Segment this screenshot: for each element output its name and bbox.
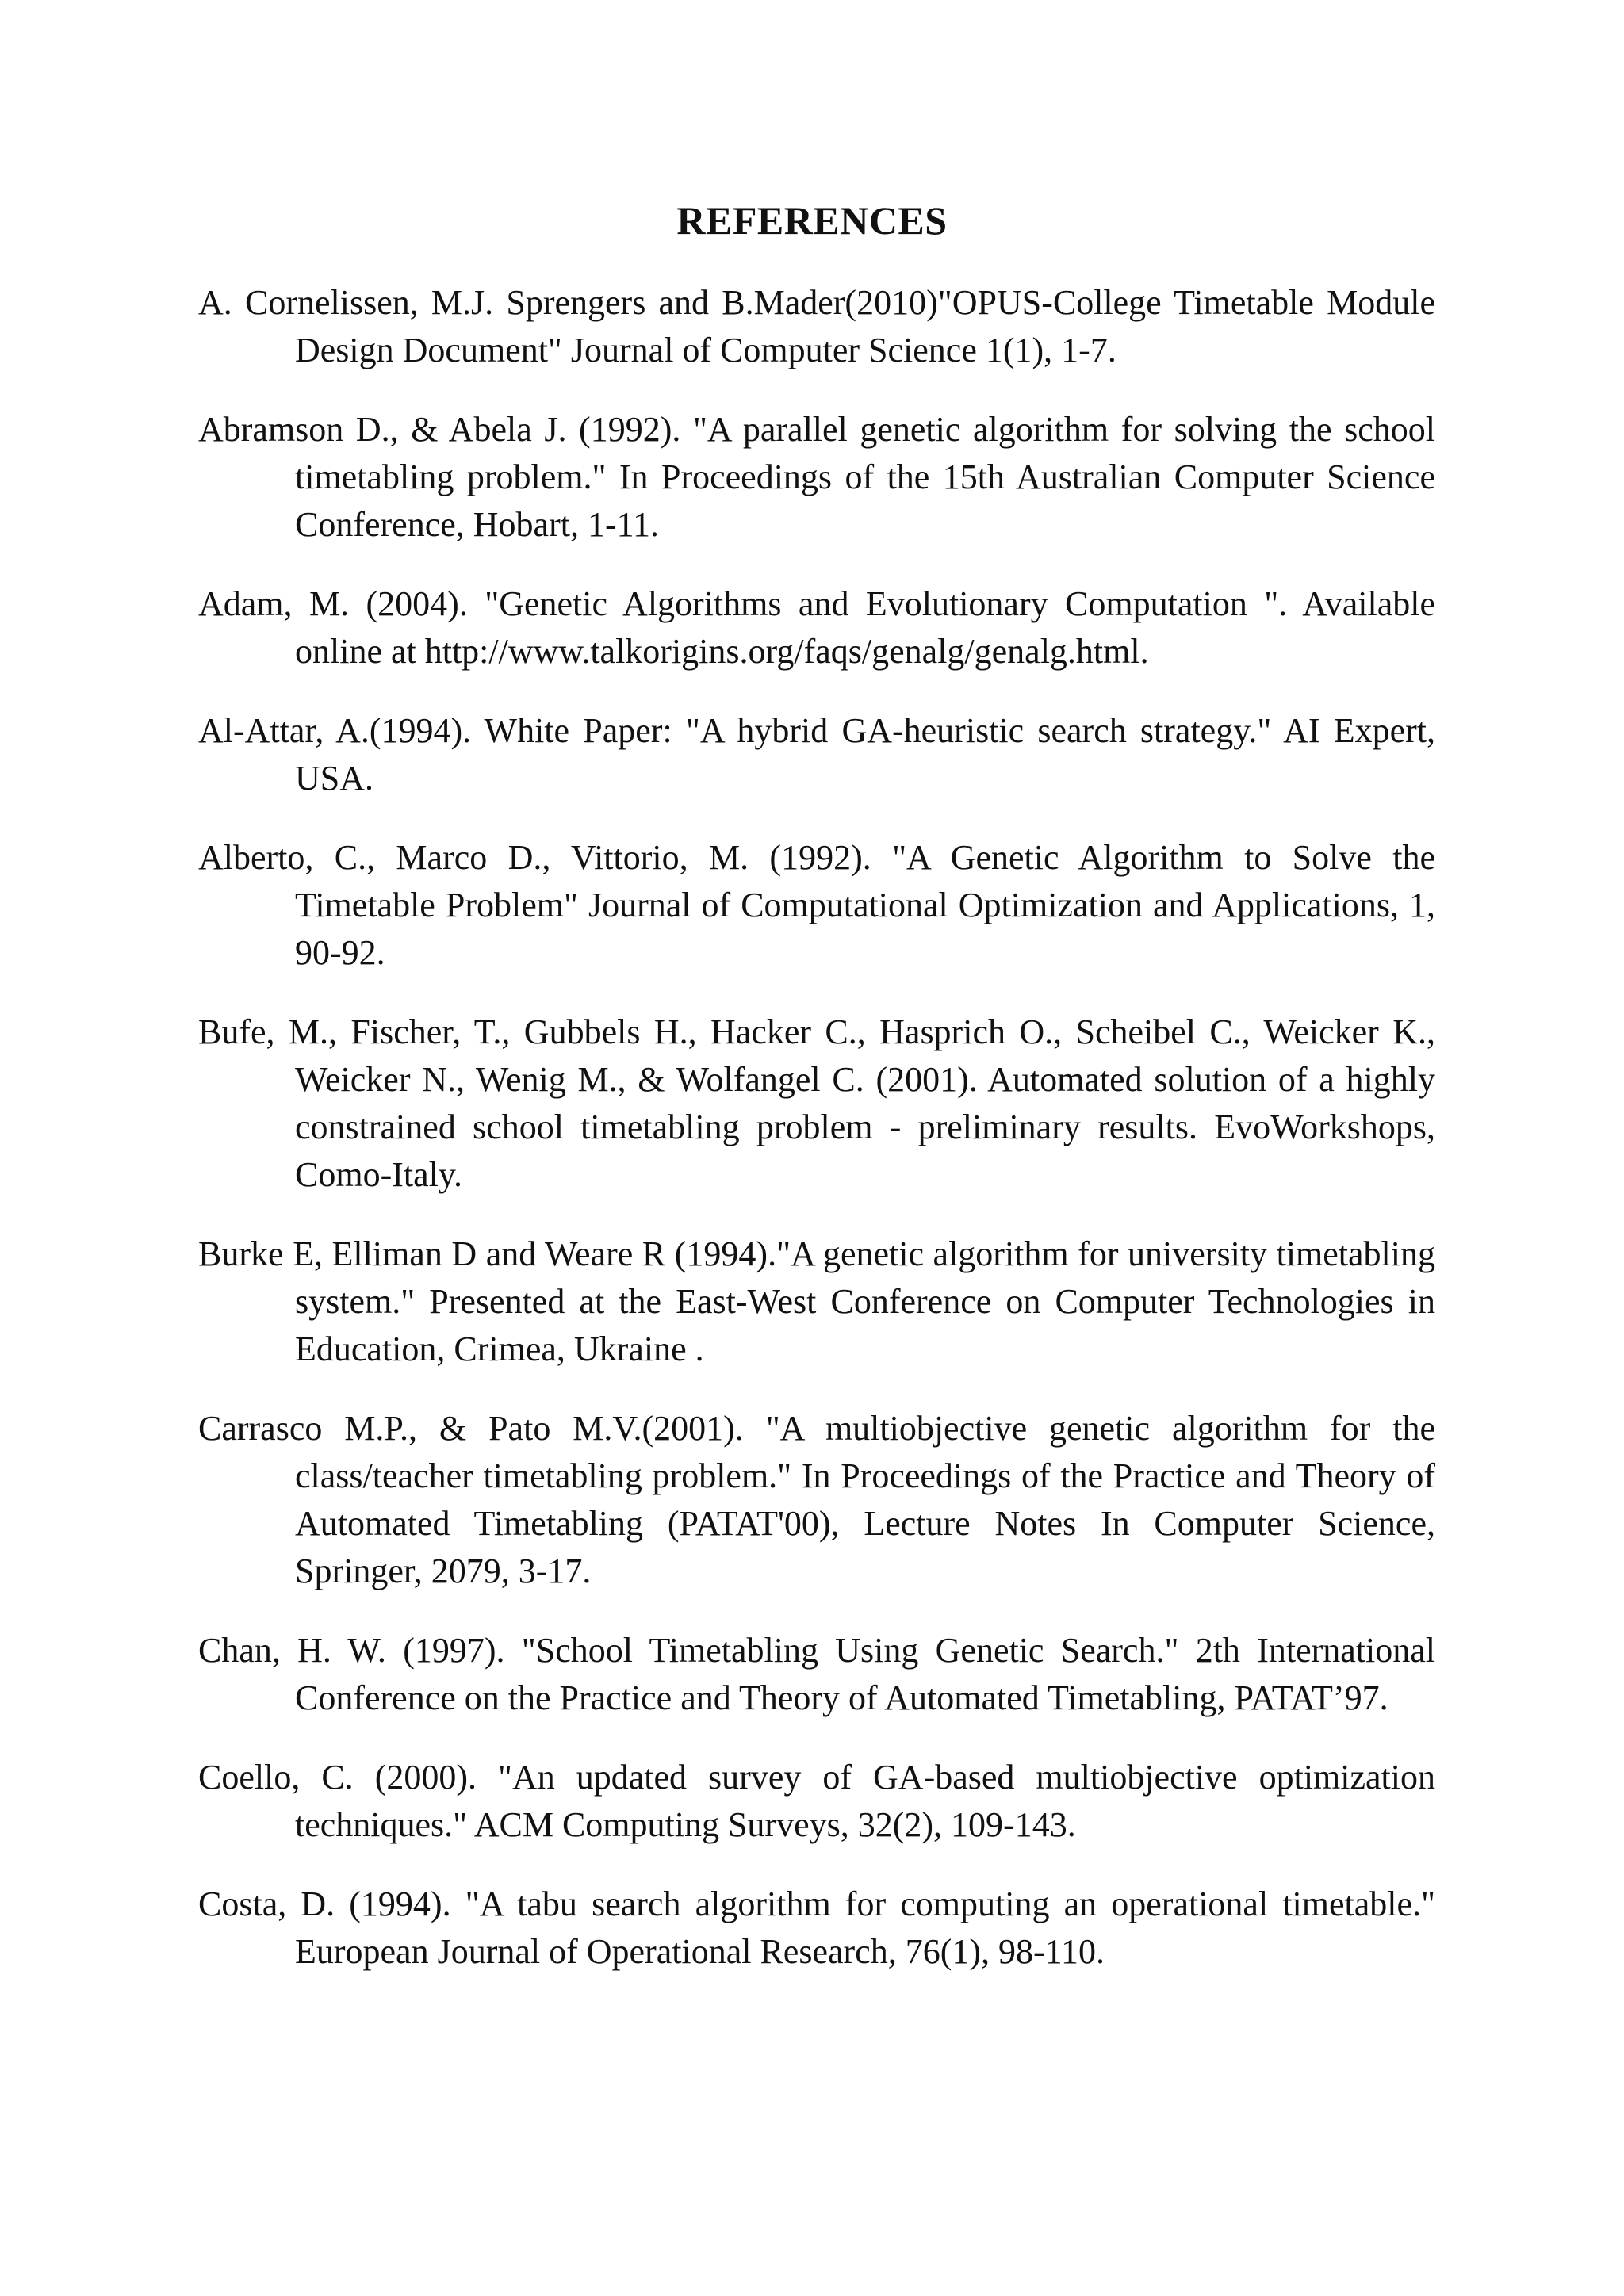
reference-item: Adam, M. (2004). "Genetic Algorithms and Evolutionary Computation ". Available online at http://www.talkorigins.org/faqs/genalg/genalg.html. bbox=[198, 584, 1435, 671]
reference-item: Coello, C. (2000). "An updated survey of GA-based multiobjective optimization techniques." ACM Computing Surveys, 32(2), 109-143. bbox=[198, 1758, 1435, 1844]
reference-item: Alberto, C., Marco D., Vittorio, M. (1992). "A Genetic Algorithm to Solve the Timetable Problem" Journal of Computational Optimization and Applications, 1, 90-92. bbox=[198, 838, 1435, 972]
reference-item: Abramson D., & Abela J. (1992). "A parallel genetic algorithm for solving the school timetabling problem." In Proceedings of the 15th Australian Computer Science Conference, Hobart, 1-11. bbox=[198, 410, 1435, 544]
reference-item: A. Cornelissen, M.J. Sprengers and B.Mader(2010)"OPUS-College Timetable Module Design Document" Journal of Computer Science 1(1), 1-7. bbox=[198, 283, 1435, 369]
reference-list bbox=[198, 279, 1435, 2007]
reference-item: Chan, H. W. (1997). "School Timetabling Using Genetic Search." 2th International Conference on the Practice and Theory of Automated Timetabling, PATAT’97. bbox=[198, 1631, 1435, 1717]
reference-item: Burke E, Elliman D and Weare R (1994)."A genetic algorithm for university timetabling system." Presented at the East-West Conference on Computer Technologies in Education, Crimea, Ukraine . bbox=[198, 1234, 1435, 1368]
reference-item: Bufe, M., Fischer, T., Gubbels H., Hacker C., Hasprich O., Scheibel C., Weicker K., Weicker N., Wenig M., & Wolfangel C. (2001). Automated solution of a highly constrained school timetabling problem - preliminary results. EvoWorkshops, Como-Italy. bbox=[198, 1012, 1435, 1194]
page-heading: REFERENCES bbox=[676, 198, 948, 243]
reference-item: Costa, D. (1994). "A tabu search algorithm for computing an operational timetable." European Journal of Operational Research, 76(1), 98-110. bbox=[198, 1885, 1435, 1971]
reference-item: Al-Attar, A.(1994). White Paper: "A hybrid GA-heuristic search strategy." AI Expert, USA. bbox=[198, 711, 1435, 798]
reference-item: Carrasco M.P., & Pato M.V.(2001). "A multiobjective genetic algorithm for the class/teacher timetabling problem." In Proceedings of the Practice and Theory of Automated Timetabling (PATAT'00), Lecture Notes In Computer Science, Springer, 2079, 3-17. bbox=[198, 1409, 1435, 1590]
